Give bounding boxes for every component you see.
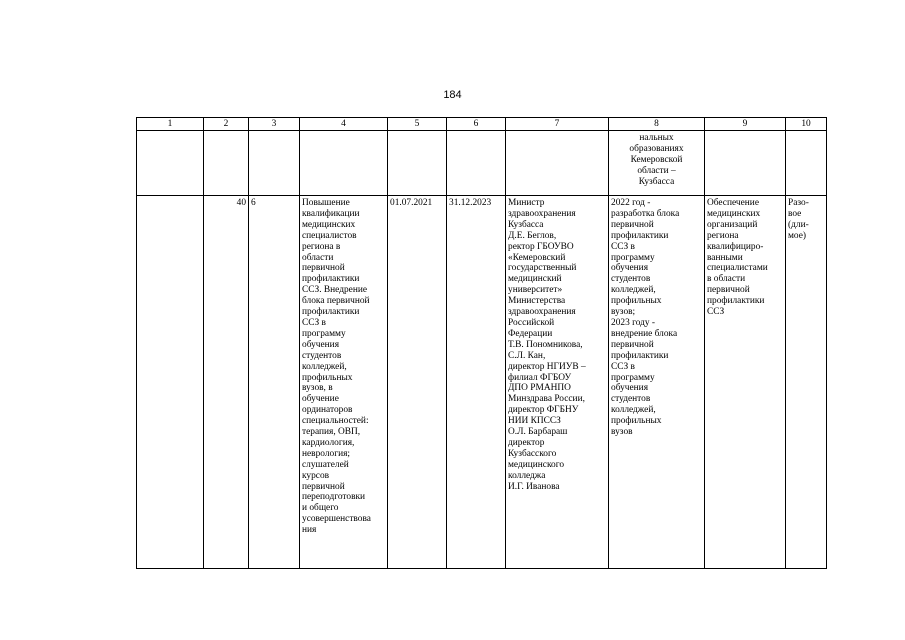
table-cell <box>447 131 506 196</box>
results-cell: 2022 год - разработка блока первичной профилактики ССЗ в программу обучения студентов колледжей, профильных вузов; 2023 году - внедрение блока первичной профилактики ССЗ в программу обучения студентов колледжей, профильных вузов <box>609 196 705 569</box>
sub-item-cell: 6 <box>249 196 300 569</box>
column-number-cell: 4 <box>300 118 388 131</box>
start-date-cell: 01.07.2021 <box>388 196 447 569</box>
table-cell <box>137 131 204 196</box>
table-cell <box>786 131 827 196</box>
measure-name-cell: Повышение квалификации медицинских специалистов региона в области первичной профилактики ССЗ. Внедрение блока первичной профилактики ССЗ в программу обучения студентов колледжей, профильных вузов, в обучение ординаторов специальностей: терапия, ОВП, кардиология, неврология; слушателей курсов первичной переподготовки и общего усовершенствова ния <box>300 196 388 569</box>
column-number-row <box>137 118 827 131</box>
table-cell <box>204 131 249 196</box>
table-cell <box>506 131 609 196</box>
column-number-cell: 8 <box>609 118 705 131</box>
column-number-cell: 2 <box>204 118 249 131</box>
column-number-cell: 9 <box>705 118 786 131</box>
item-number-cell: 40 <box>204 196 249 569</box>
end-date-cell: 31.12.2023 <box>447 196 506 569</box>
column-number-cell: 10 <box>786 118 827 131</box>
results-continuation-cell: нальных образованиях Кемеровской области – Кузбасса <box>609 131 705 196</box>
responsible-cell: Министр здравоохранения Кузбасса Д.Е. Беглов, ректор ГБОУВО «Кемеровский государственный медицинский университет» Министерства здравоохранения Российской Федерации Т.В. Пономникова, С.Л. Кан, директор НГИУВ – филиал ФГБОУ ДПО РМАНПО Минздрава России, директор ФГБНУ НИИ КПССЗ О.Л. Барбараш директор Кузбасского медицинского колледжа И.Г. Иванова <box>506 196 609 569</box>
table-cell <box>249 131 300 196</box>
outcome-cell: Обеспечение медицинских организаций региона квалифициро- ванными специалистами в области первичной профилактики ССЗ <box>705 196 786 569</box>
table-row <box>137 196 827 569</box>
column-number-cell: 1 <box>137 118 204 131</box>
column-number-cell: 3 <box>249 118 300 131</box>
table-cell <box>388 131 447 196</box>
column-number-cell: 5 <box>388 118 447 131</box>
table-cell <box>137 196 204 569</box>
plan-table <box>136 117 827 569</box>
page-number: 184 <box>443 89 462 101</box>
column-number-cell: 6 <box>447 118 506 131</box>
column-number-cell: 7 <box>506 118 609 131</box>
table-cell <box>300 131 388 196</box>
frequency-cell: Разо- вое (дли- мое) <box>786 196 827 569</box>
continuation-row <box>137 131 827 196</box>
table-cell <box>705 131 786 196</box>
